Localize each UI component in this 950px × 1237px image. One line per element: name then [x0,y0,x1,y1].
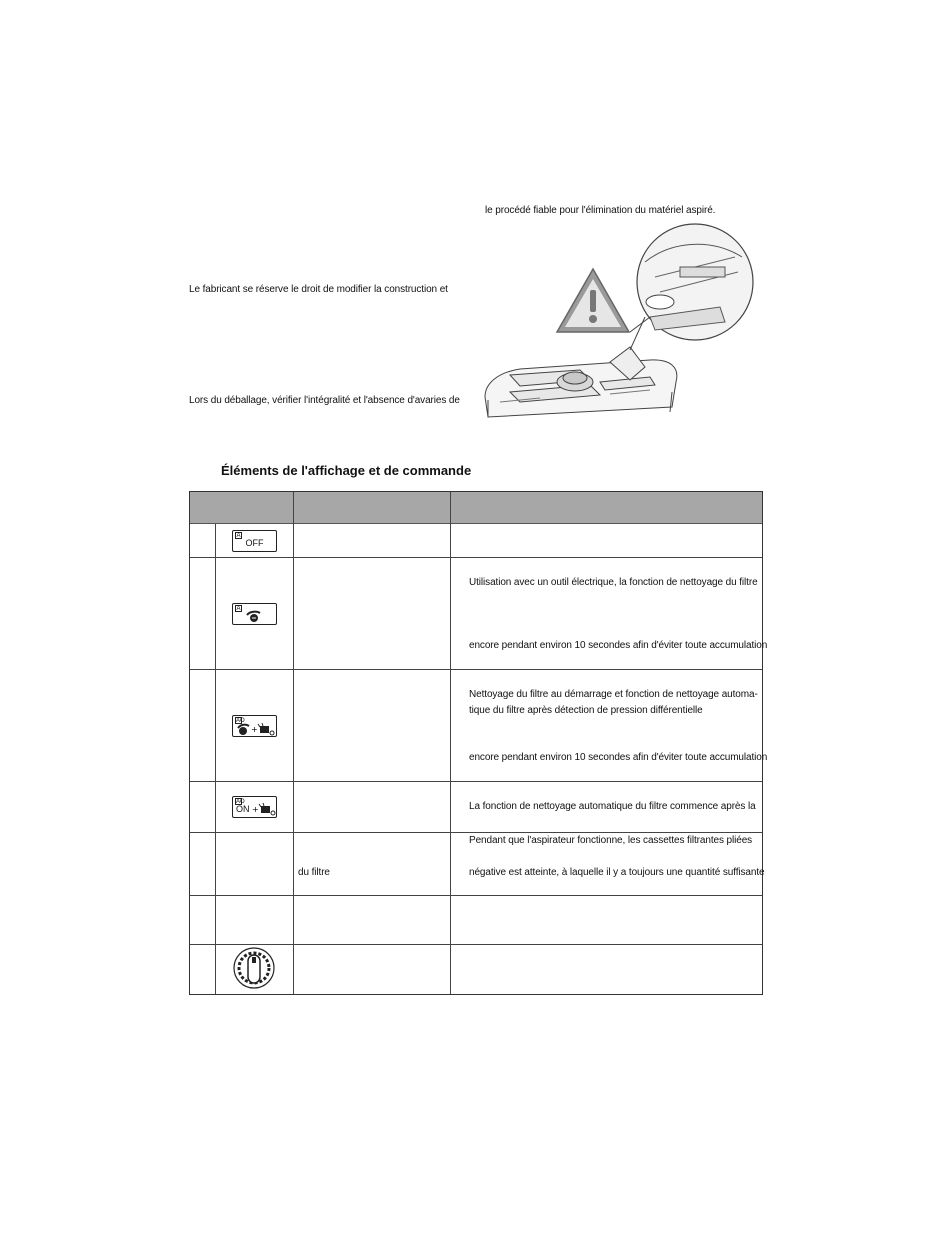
row5-desc-line-2: négative est atteinte, à laquelle il y a toujours une quantité suffisante [469,867,765,878]
row2-desc-line-2: encore pendant environ 10 secondes afin d'éviter toute accumulation [469,640,768,651]
filter-cleaning-icon [245,609,265,623]
row5-function-label: du filtre [298,867,330,878]
detail-zoom-circle [630,224,753,340]
mode-mark: AO [236,799,245,805]
row2-desc-line-1: Utilisation avec un outil électrique, la fonction de nettoyage du filtre [469,577,758,588]
on-label: ON [236,804,250,814]
svg-text:+: + [252,805,259,814]
row3-desc-line-3: encore pendant environ 10 secondes afin d'éviter toute accumulation [469,752,768,763]
left-paragraph-line-2: Lors du déballage, vérifier l'intégralité et l'absence d'avaries de [189,395,460,406]
section-heading: Éléments de l'affichage et de commande [221,463,472,478]
on-auto-button-icon [232,796,277,818]
row3-desc-line-2: tique du filtre après détection de pression différentielle [469,705,703,716]
off-label: OFF [245,538,264,548]
auto-clean-button-icon [232,715,277,737]
row4-desc-line-1: La fonction de nettoyage automatique du filtre commence après la [469,801,756,812]
table-frame [189,491,763,995]
left-paragraph-line-1: Le fabricant se réserve le droit de modifier la construction et [189,284,448,295]
right-paragraph-line: le procédé fiable pour l'élimination du matériel aspiré. [485,205,716,216]
off-button-icon [232,530,277,552]
row3-desc-line-1: Nettoyage du filtre au démarrage et fonction de nettoyage automa- [469,689,758,700]
mode-mark: AO [236,718,245,724]
row5-desc-line-1: Pendant que l'aspirateur fonctionne, les cassettes filtrantes pliées [469,835,753,846]
filter-cleaning-icon [252,802,276,816]
manual-clean-button-icon [232,603,277,625]
mode-mark: A [236,606,241,612]
mode-mark: A [236,533,241,539]
rotary-knob-icon [233,947,275,989]
controls-table [189,491,768,995]
filter-cleaning-icon [236,722,276,736]
svg-text:+: + [251,725,258,734]
machine-illustration [480,222,760,422]
warning-triangle-icon [557,269,629,332]
